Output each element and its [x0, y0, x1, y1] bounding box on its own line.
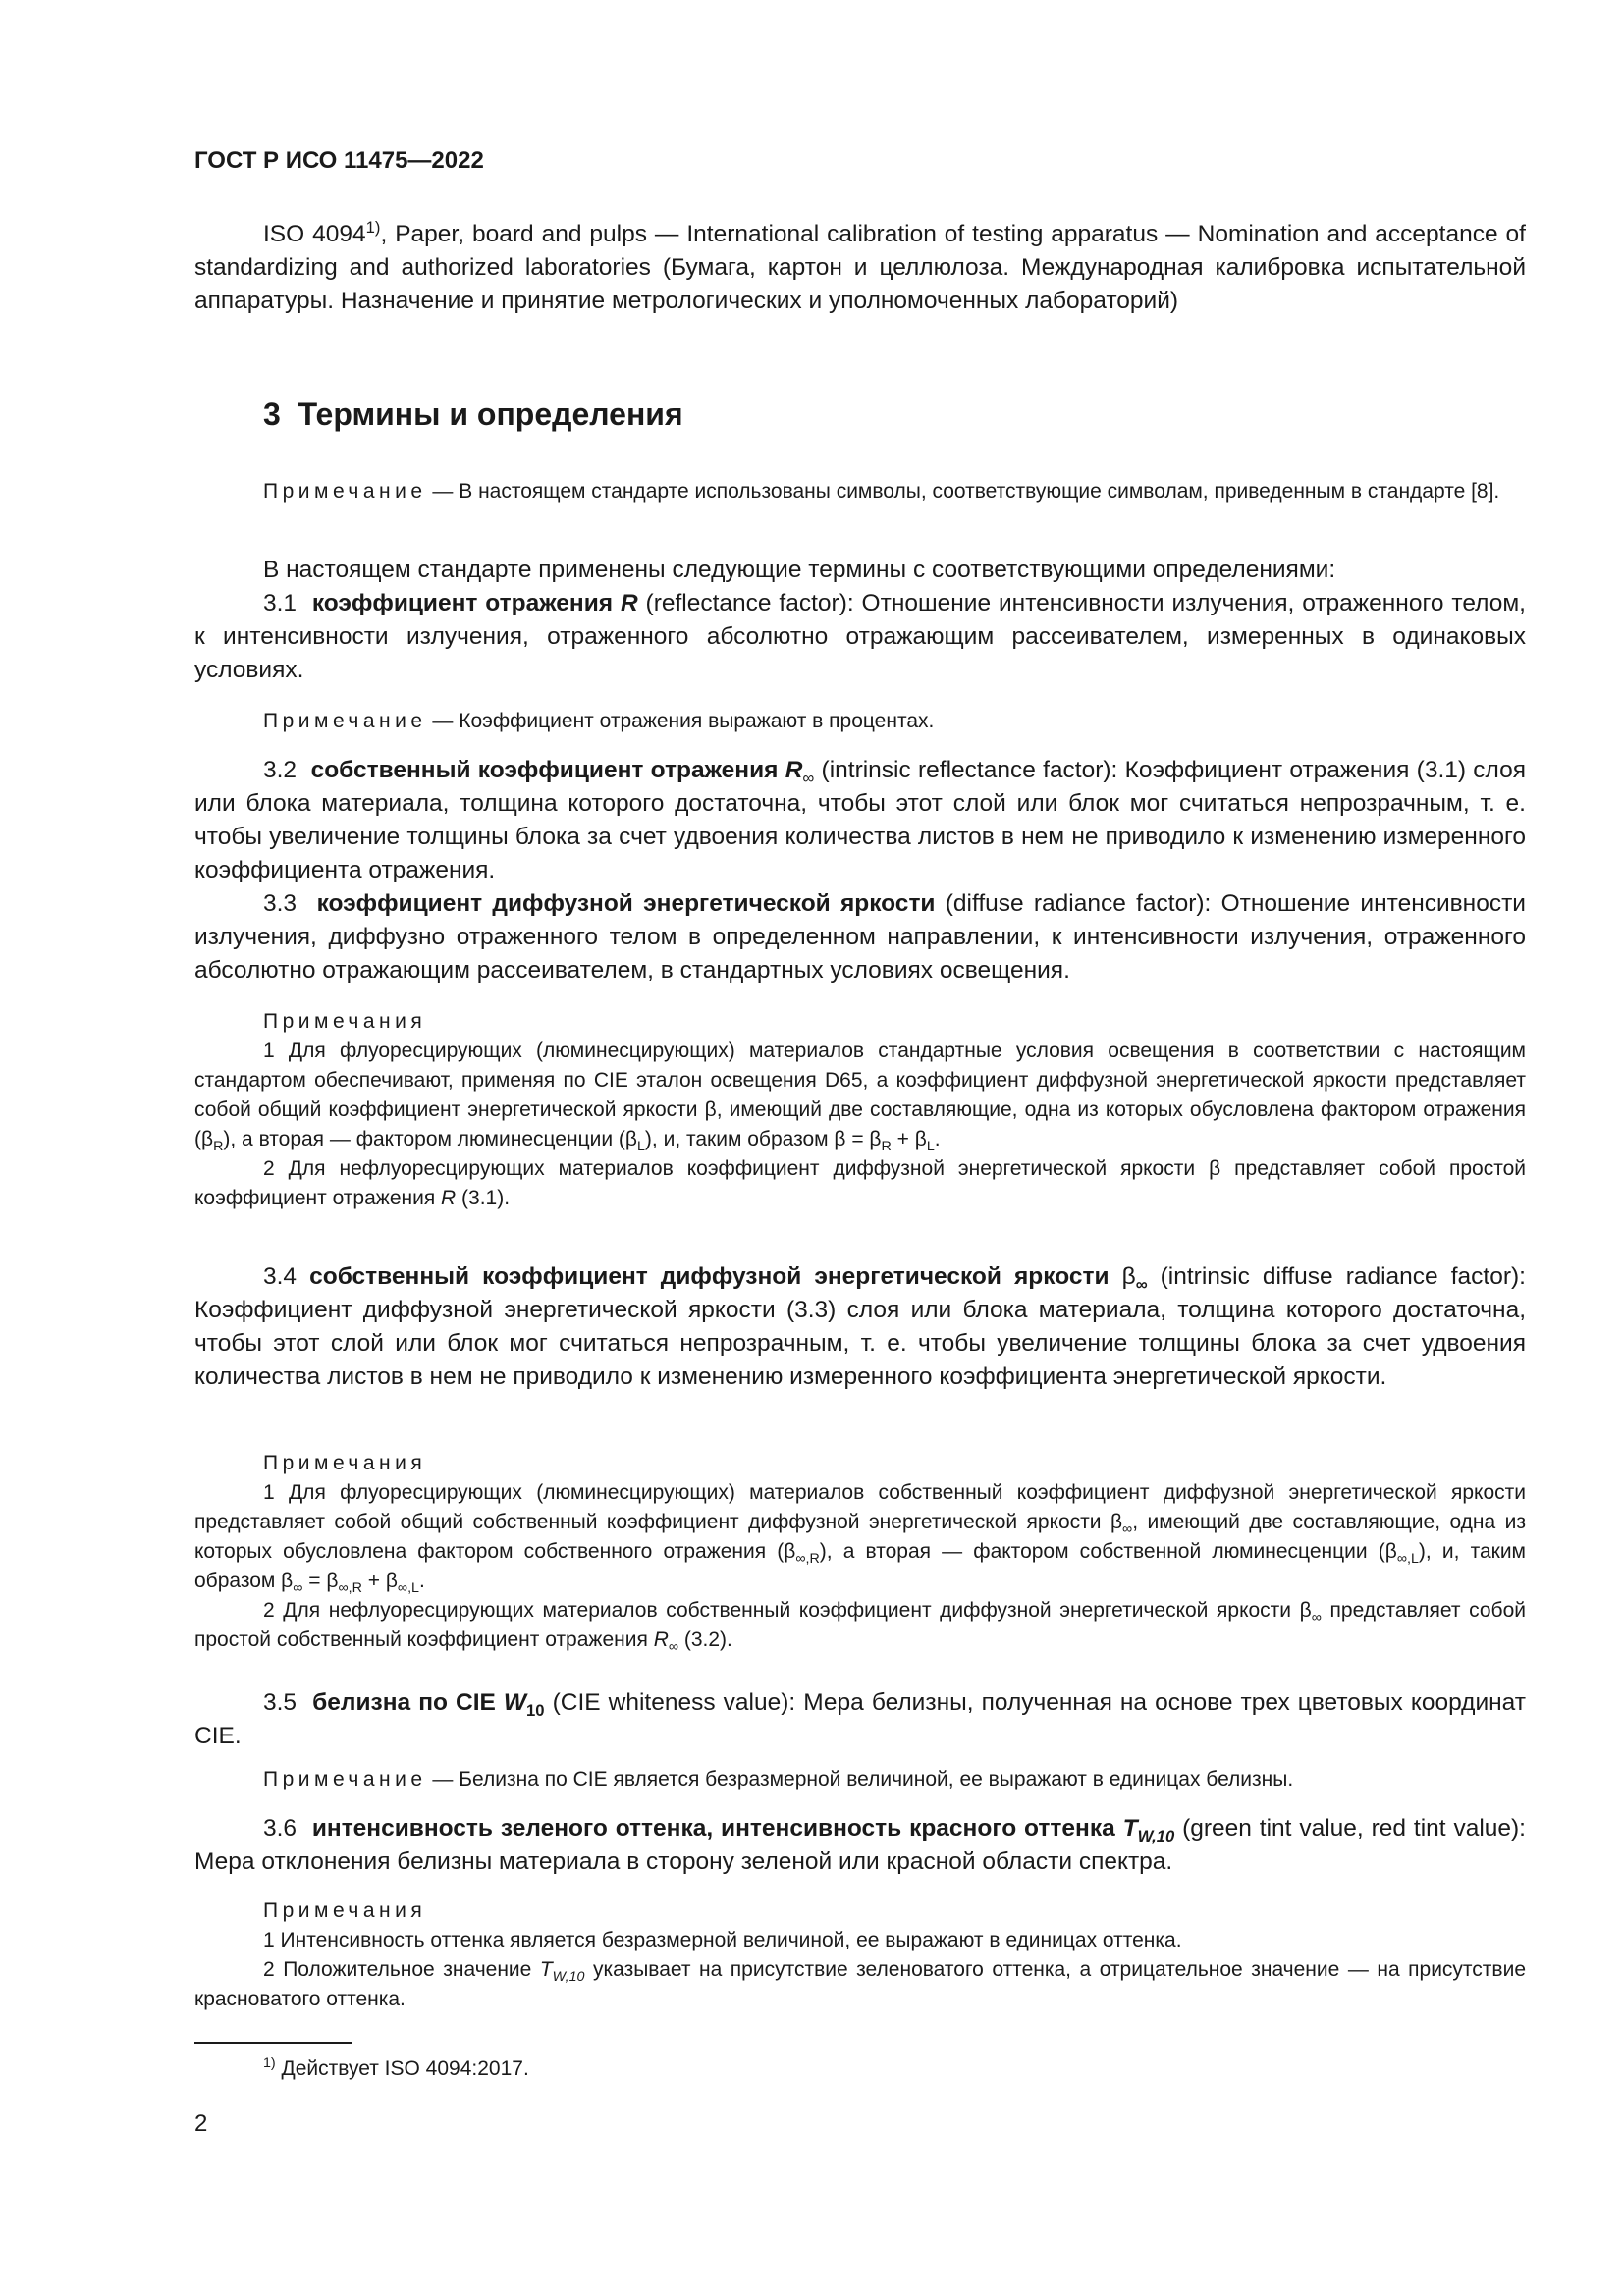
terms-3-2-3-3	[194, 754, 1526, 988]
normative-reference	[194, 218, 1526, 318]
footnote: $^{1)}$ Действует ISO 4094:2017.	[263, 2056, 529, 2080]
notes-3-6: Примечания 1 Интенсивность оттенка является безразмерной величиной, ее выражают в единицах оттенка. 2 Положительное значение $T_{W,10}$ указывает на присутствие зеленоватого оттенка, а отрицательное значение — на присутствие красноватого оттенка.	[194, 1896, 1526, 2014]
term-3-2: 3.2 собственный коэффициент отражения $R_\infty$ (intrinsic reflectance factor): Коэффициент отражения (3.1) слоя или блока материала, толщина которого достаточна, чтобы этот слой или блок мог считаться непрозрачным, т. е. чтобы увеличение толщины блока за счет удвоения количества листов в нем не приводило к изменению измеренного коэффициента отражения.	[194, 757, 1527, 883]
note-3-6-1: 1 Интенсивность оттенка является безразмерной величиной, ее выражают в единицах оттенка.	[263, 1929, 1182, 1951]
notes-3-4: Примечания 1 Для флуоресцирующих (люминесцирующих) материалов собственный коэффициент диффузной энергетической яркости представляет собой общий собственный коэффициент диффузной энергетической яркости $\beta_\infty$, имеющий две составляющие, одна из которых обусловлена фактором собственного отражения $(\beta_{\infty,R})$, а вторая — фактором собственной люминесценции $(\beta_{\infty,L})$, и, таким образом $\beta_\infty = \beta_{\infty,R} + \beta_{\infty,L}$. 2 Для нефлуоресцирующих материалов собственный коэффициент диффузной энергетической яркости $\beta_\infty$ представляет собой простой собственный коэффициент отражения $R_\infty$ (3.2).	[194, 1452, 1526, 1656]
ref-text: , Paper, board and pulps — International calibration of testing apparatus — Nomination and acceptance of standardizing and authorized laboratories (Бумага, картон и целлюлоза. Международная калибровка испытательной аппаратуры. Назначение и принятие метрологических и уполномоченных лабораторий)	[194, 221, 1526, 314]
term-3-6: 3.6 интенсивность зеленого оттенка, интенсивность красного оттенка $T_{W,10}$ (green tint value, red tint value): Мера отклонения белизны материала в сторону зеленой или красной области спектра.	[194, 1815, 1526, 1875]
term-3-5: 3.5 белизна по CIE $W_{10}$ (CIE whiteness value): Мера белизны, полученная на основе трех цветовых координат CIE.	[194, 1689, 1526, 1749]
note-3-4-1: 1 Для флуоресцирующих (люминесцирующих) материалов собственный коэффициент диффузной энергетической яркости представляет собой общий собственный коэффициент диффузной энергетической яркости $\beta_\infty$, имеющий две составляющие, одна из которых обусловлена фактором собственного отражения $(\beta_{\infty,R})$, а вторая — фактором собственной люминесценции $(\beta_{\infty,L})$, и, таким образом $\beta_\infty = \beta_{\infty,R} + \beta_{\infty,L}$.	[194, 1481, 1526, 1597]
note-3-5: Примечание — Белизна по CIE является безразмерной величиной, ее выражают в единицах белизны.	[263, 1768, 1294, 1790]
page-number: 2	[194, 2110, 208, 2137]
notes-3-3: Примечания 1 Для флуоресцирующих (люминесцирующих) материалов стандартные условия освещения в соответствии с настоящим стандартом обеспечивают, применяя по CIE эталон освещения D65, а коэффициент диффузной энергетической яркости представляет собой общий коэффициент энергетической яркости β, имеющий две составляющие, одна из которых обусловлена фактором отражения $(\beta_R)$, а вторая — фактором люминесценции $(\beta_L)$, и, таким образом $\beta = \beta_R + \beta_L$. 2 Для нефлуоресцирующих материалов коэффициент диффузной энергетической яркости β представляет собой простой коэффициент отражения R (3.1).	[194, 1007, 1526, 1213]
note-3-6-2: 2 Положительное значение $T_{W,10}$ указывает на присутствие зеленоватого оттенка, а отрицательное значение — на присутствие красноватого оттенка.	[194, 1958, 1526, 2010]
section-heading: 3 Термины и определения	[263, 397, 683, 432]
footnote-divider	[194, 2042, 352, 2044]
note-symbols: Примечание — В настоящем стандарте использованы символы, соответствующие символам, приведенным в стандарте [8].	[263, 480, 1500, 503]
note-3-4-2: 2 Для нефлуоресцирующих материалов собственный коэффициент диффузной энергетической яркости $\beta_\infty$ представляет собой простой собственный коэффициент отражения $R_\infty$ (3.2).	[194, 1599, 1526, 1656]
term-3-1: 3.1 коэффициент отражения R (reflectance factor): Отношение интенсивности излучения, отраженного телом, к интенсивности излучения, отраженного абсолютно отражающим рассеивателем, измеренных в одинаковых условиях.	[194, 590, 1526, 683]
ref-footnote-mark[interactable]: 1)	[365, 217, 381, 237]
intro-text: В настоящем стандарте применены следующие термины с соответствующими определениями:	[263, 557, 1336, 583]
note-label: Примечание	[263, 480, 427, 503]
ref-id: ISO 4094	[263, 221, 366, 247]
term-3-3: 3.3 коэффициент диффузной энергетической яркости (diffuse radiance factor): Отношение интенсивности излучения, диффузно отраженного телом в определенном направлении, к интенсивности излучения, отраженного абсолютно отражающим рассеивателем, в стандартных условиях освещения.	[194, 890, 1526, 984]
document-header: ГОСТ Р ИСО 11475—2022	[194, 147, 484, 174]
note-3-3-2: 2 Для нефлуоресцирующих материалов коэффициент диффузной энергетической яркости β представляет собой простой коэффициент отражения R (3.1).	[194, 1157, 1526, 1209]
definitions-block	[194, 554, 1526, 687]
note-3-3-1: 1 Для флуоресцирующих (люминесцирующих) материалов стандартные условия освещения в соответствии с настоящим стандартом обеспечивают, применяя по CIE эталон освещения D65, а коэффициент диффузной энергетической яркости представляет собой общий коэффициент энергетической яркости β, имеющий две составляющие, одна из которых обусловлена фактором отражения $(\beta_R)$, а вторая — фактором люминесценции $(\beta_L)$, и, таким образом $\beta = \beta_R + \beta_L$.	[194, 1040, 1526, 1155]
note-3-1: Примечание — Коэффициент отражения выражают в процентах.	[263, 710, 935, 732]
term-3-4: 3.4 собственный коэффициент диффузной энергетической яркости $\beta_\infty$ (intrinsic diffuse radiance factor): Коэффициент диффузной энергетической яркости (3.3) слоя или блока материала, толщина которого достаточна, чтобы этот слой или блок мог считаться непрозрачным, т. е. чтобы увеличение толщины блока за счет удвоения количества листов в нем не приводило к изменению измеренного коэффициента энергетической яркости.	[194, 1263, 1526, 1390]
